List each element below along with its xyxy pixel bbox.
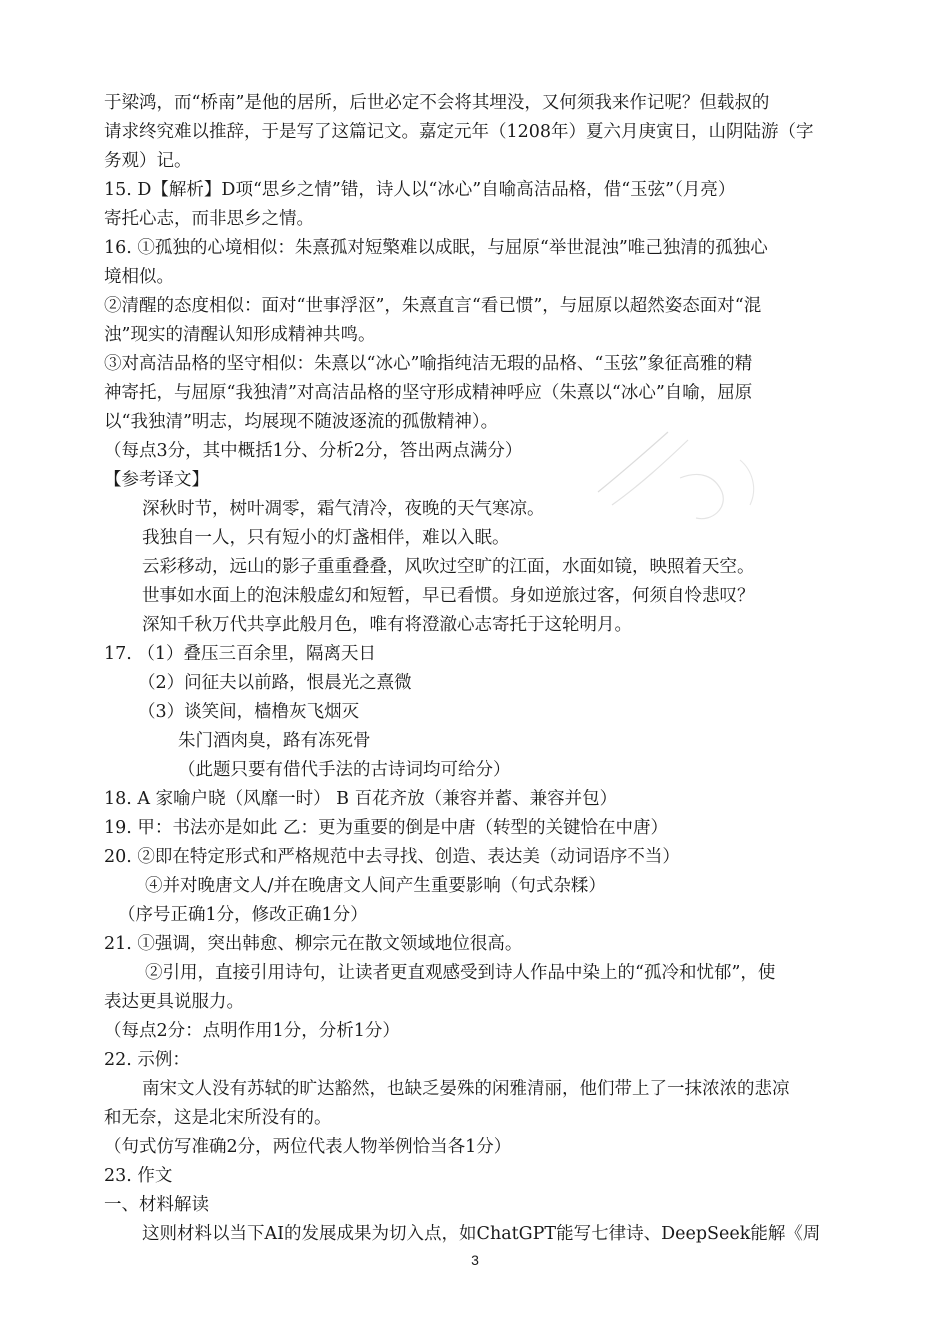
text-line: 于梁鸿，而“桥南”是他的居所，后世必定不会将其埋没，又何须我来作记呢？但载叔的	[104, 93, 770, 113]
text-line: （每点3分，其中概括1分、分析2分，答出两点满分）	[104, 441, 523, 461]
text-line: （每点2分：点明作用1分，分析1分）	[104, 1021, 400, 1041]
text-line: ②引用，直接引用诗句，让读者更直观感受到诗人作品中染上的“孤冷和忧郁”，使	[145, 963, 776, 983]
text-line: 深知千秋万代共享此般月色，唯有将澄澈心志寄托于这轮明月。	[142, 615, 632, 635]
text-line: （2）问征夫以前路，恨晨光之熹微	[138, 673, 412, 693]
text-line: 世事如水面上的泡沫般虚幻和短暂，早已看惯。身如逆旅过客，何须自怜悲叹？	[142, 586, 755, 606]
text-line: 23. 作文	[104, 1166, 173, 1186]
text-line: 18. A 家喻户晓（风靡一时） B 百花齐放（兼容并蓄、兼容并包）	[104, 789, 618, 809]
text-line: 南宋文人没有苏轼的旷达豁然，也缺乏晏殊的闲雅清丽，他们带上了一抹浓浓的悲凉	[142, 1079, 790, 1099]
text-line: 以“我独清”明志，均展现不随波逐流的孤傲精神）。	[104, 412, 499, 432]
text-line: 朱门酒肉臭，路有冻死骨	[178, 731, 371, 751]
text-line: 19. 甲：书法亦是如此 乙：更为重要的倒是中唐（转型的关键恰在中唐）	[104, 818, 668, 838]
text-line: 浊”现实的清醒认知形成精神共鸣。	[104, 325, 376, 345]
text-line: 20. ②即在特定形式和严格规范中去寻找、创造、表达美（动词语序不当）	[104, 847, 680, 867]
text-line: （3）谈笑间，樯橹灰飞烟灭	[138, 702, 360, 722]
text-line: （句式仿写准确2分，两位代表人物举例恰当各1分）	[104, 1137, 512, 1157]
text-line: 寄托心志，而非思乡之情。	[104, 209, 314, 229]
text-line: 深秋时节，树叶凋零，霜气清冷，夜晚的天气寒凉。	[142, 499, 545, 519]
text-line: 我独自一人，只有短小的灯盏相伴，难以入眠。	[142, 528, 510, 548]
text-line: 务观）记。	[104, 151, 192, 171]
text-line: ③对高洁品格的坚守相似：朱熹以“冰心”喻指纯洁无瑕的品格、“玉弦”象征高雅的精	[104, 354, 753, 374]
text-line: 表达更具说服力。	[104, 992, 244, 1012]
text-line: （此题只要有借代手法的古诗词均可给分）	[178, 760, 511, 780]
text-line: 15. D【解析】D项“思乡之情”错，诗人以“冰心”自喻高洁品格，借“玉弦”（月亮）	[104, 180, 736, 200]
text-line: 22. 示例：	[104, 1050, 190, 1070]
text-line: 云彩移动，远山的影子重重叠叠，风吹过空旷的江面，水面如镜，映照着天空。	[142, 557, 755, 577]
text-line: 请求终究难以推辞，于是写了这篇记文。嘉定元年（1208年）夏六月庚寅日，山阴陆游（字	[104, 122, 814, 142]
page-number: 3	[471, 1252, 479, 1268]
text-line: 这则材料以当下AI的发展成果为切入点，如ChatGPT能写七律诗、DeepSeek能解《周	[142, 1224, 821, 1244]
text-line: ②清醒的态度相似：面对“世事浮沤”，朱熹直言“看已惯”，与屈原以超然姿态面对“混	[104, 296, 762, 316]
text-line: 一、材料解读	[104, 1195, 209, 1215]
text-line: （序号正确1分，修改正确1分）	[118, 905, 368, 925]
text-line: ④并对晚唐文人/并在晚唐文人间产生重要影响（句式杂糅）	[145, 876, 606, 896]
text-line: 境相似。	[104, 267, 174, 287]
text-line: 21. ①强调，突出韩愈、柳宗元在散文领域地位很高。	[104, 934, 523, 954]
text-line: 神寄托，与屈原“我独清”对高洁品格的坚守形成精神呼应（朱熹以“冰心”自喻，屈原	[104, 383, 753, 403]
text-line: 16. ①孤独的心境相似：朱熹孤对短檠难以成眠，与屈原“举世混浊”唯己独清的孤独心	[104, 238, 768, 258]
text-line: 和无奈，这是北宋所没有的。	[104, 1108, 332, 1128]
text-line: 17. （1）叠压三百余里，隔离天日	[104, 644, 377, 664]
text-line: 【参考译文】	[104, 470, 209, 490]
